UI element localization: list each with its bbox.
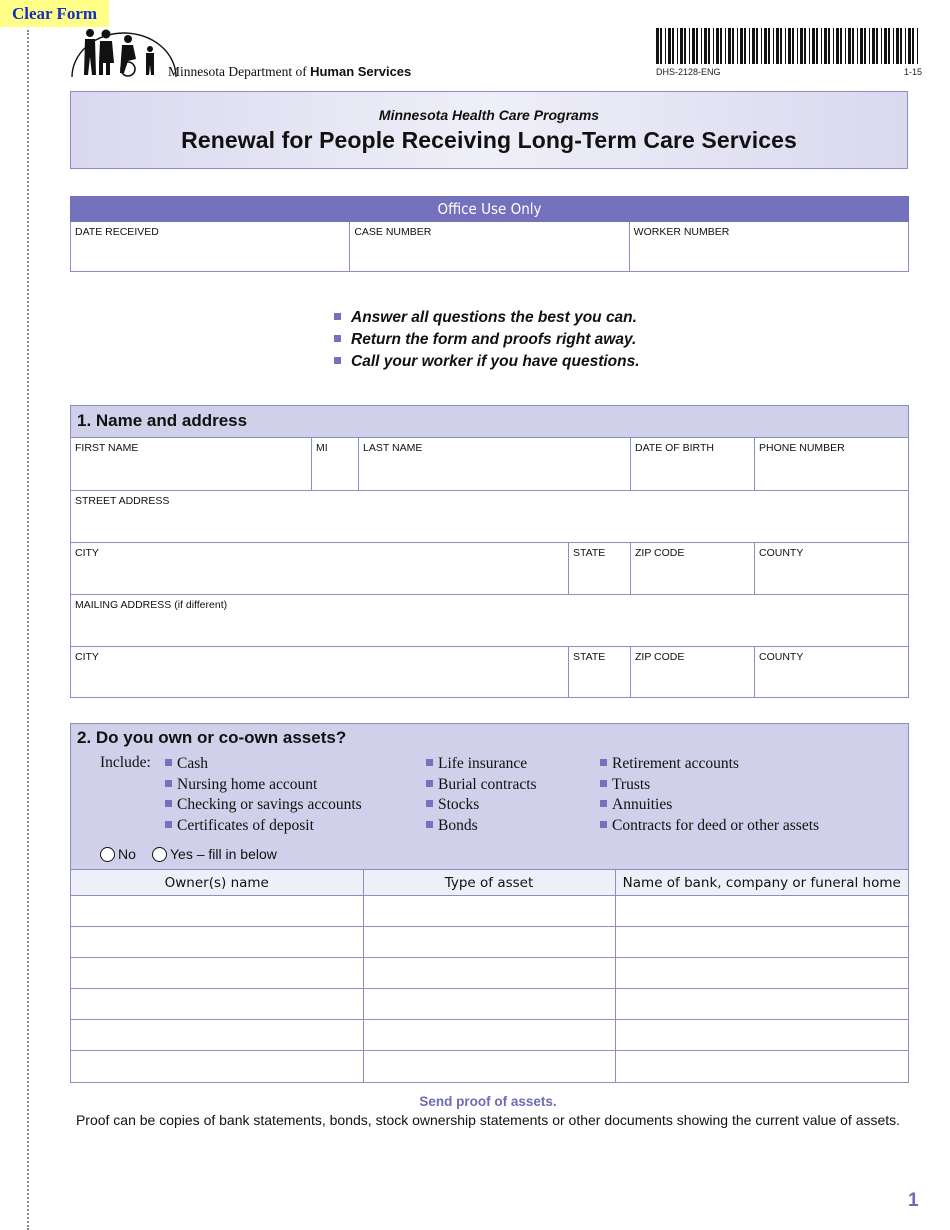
mailing-county-field[interactable]: COUNTY: [754, 647, 908, 697]
square-bullet-icon: [165, 780, 172, 787]
include-label: Include:: [100, 754, 151, 771]
square-bullet-icon: [165, 821, 172, 828]
list-item: Stocks: [426, 795, 537, 816]
mailing-state-field[interactable]: STATE: [568, 647, 630, 697]
institution-name-cell[interactable]: [615, 1020, 908, 1051]
date-received-field[interactable]: DATE RECEIVED: [75, 226, 159, 238]
no-radio[interactable]: [100, 847, 115, 862]
list-item: Annuities: [600, 795, 819, 816]
asset-list-col2: [426, 754, 537, 836]
office-use-heading: Office Use Only: [70, 196, 909, 222]
table-row: [71, 896, 908, 927]
last-name-field[interactable]: LAST NAME: [358, 438, 630, 490]
asset-type-cell[interactable]: [363, 958, 615, 989]
square-bullet-icon: [600, 800, 607, 807]
form-subtitle: Minnesota Health Care Programs: [378, 107, 600, 123]
square-bullet-icon: [426, 821, 433, 828]
institution-name-cell[interactable]: [615, 1051, 908, 1082]
institution-name-header: Name of bank, company or funeral home: [615, 870, 908, 896]
page-number: 1: [908, 1190, 919, 1211]
assets-table: [71, 869, 908, 1082]
square-bullet-icon: [165, 759, 172, 766]
form-title: Renewal for People Receiving Long-Term Care Services: [181, 127, 797, 153]
list-item: Checking or savings accounts: [165, 795, 362, 816]
list-item: Life insurance: [426, 754, 537, 775]
owner-name-cell[interactable]: [71, 1020, 363, 1051]
section-name-address: [70, 405, 909, 698]
square-bullet-icon: [600, 759, 607, 766]
clear-form-button[interactable]: Clear Form: [0, 0, 109, 27]
owner-name-cell[interactable]: [71, 927, 363, 958]
mailing-address-field[interactable]: MAILING ADDRESS (if different): [75, 599, 228, 611]
worker-number-field[interactable]: WORKER NUMBER: [629, 222, 908, 271]
instruction-item: Return the form and proofs right away.: [334, 329, 640, 351]
instruction-item: Call your worker if you have questions.: [334, 351, 640, 373]
list-item: Retirement accounts: [600, 754, 819, 775]
square-bullet-icon: [165, 800, 172, 807]
county-field[interactable]: COUNTY: [754, 543, 908, 594]
assets-no-option[interactable]: No: [100, 846, 136, 862]
table-row: [71, 1051, 908, 1082]
asset-list-col3: [600, 754, 819, 836]
asset-type-cell[interactable]: [363, 896, 615, 927]
institution-name-cell[interactable]: [615, 989, 908, 1020]
table-row: [71, 927, 908, 958]
mailing-city-field[interactable]: CITY: [75, 651, 99, 663]
city-field[interactable]: CITY: [75, 547, 99, 559]
square-bullet-icon: [600, 780, 607, 787]
asset-type-cell[interactable]: [363, 989, 615, 1020]
list-item: Trusts: [600, 775, 819, 796]
square-bullet-icon: [334, 335, 341, 342]
list-item: Nursing home account: [165, 775, 362, 796]
case-number-field[interactable]: CASE NUMBER: [349, 222, 628, 271]
asset-type-cell[interactable]: [363, 927, 615, 958]
yes-radio[interactable]: [152, 847, 167, 862]
owner-name-cell[interactable]: [71, 896, 363, 927]
owner-name-cell[interactable]: [71, 1051, 363, 1082]
asset-type-header: Type of asset: [363, 870, 615, 896]
zip-code-field[interactable]: ZIP CODE: [630, 543, 754, 594]
perforation-line: [27, 30, 29, 1230]
street-address-field[interactable]: STREET ADDRESS: [75, 495, 170, 507]
barcode: [656, 28, 922, 64]
list-item: Burial contracts: [426, 775, 537, 796]
section1-heading: 1. Name and address: [71, 406, 908, 438]
assets-yes-option[interactable]: Yes – fill in below: [152, 846, 277, 862]
form-code: DHS-2128-ENG: [656, 67, 721, 77]
asset-type-cell[interactable]: [363, 1051, 615, 1082]
table-row: [71, 1020, 908, 1051]
date-of-birth-field[interactable]: DATE OF BIRTH: [630, 438, 754, 490]
list-item: Cash: [165, 754, 362, 775]
section-assets: [70, 723, 909, 1083]
section2-heading: 2. Do you own or co-own assets?: [77, 728, 347, 747]
first-name-field[interactable]: FIRST NAME: [75, 442, 139, 454]
owner-name-cell[interactable]: [71, 958, 363, 989]
table-row: [71, 989, 908, 1020]
square-bullet-icon: [334, 357, 341, 364]
state-field[interactable]: STATE: [568, 543, 630, 594]
table-row: [71, 958, 908, 989]
department-name: Minnesota Department of Human Services: [168, 64, 412, 79]
office-use-box: [70, 196, 909, 272]
owner-name-header: Owner(s) name: [71, 870, 363, 896]
proof-title: Send proof of assets.: [419, 1094, 557, 1109]
asset-list-col1: [165, 754, 362, 836]
square-bullet-icon: [426, 800, 433, 807]
institution-name-cell[interactable]: [615, 927, 908, 958]
list-item: Bonds: [426, 816, 537, 837]
square-bullet-icon: [426, 759, 433, 766]
list-item: Contracts for deed or other assets: [600, 816, 819, 837]
title-box: [70, 91, 908, 169]
institution-name-cell[interactable]: [615, 958, 908, 989]
instruction-item: Answer all questions the best you can.: [334, 307, 640, 329]
proof-description: Proof can be copies of bank statements, bonds, stock ownership statements or other documents showing the current value of assets.: [75, 1112, 901, 1128]
square-bullet-icon: [426, 780, 433, 787]
instructions-list: [334, 307, 640, 373]
list-item: Certificates of deposit: [165, 816, 362, 837]
form-revision-date: 1-15: [904, 67, 923, 77]
asset-type-cell[interactable]: [363, 1020, 615, 1051]
square-bullet-icon: [600, 821, 607, 828]
institution-name-cell[interactable]: [615, 896, 908, 927]
phone-number-field[interactable]: PHONE NUMBER: [754, 438, 908, 490]
owner-name-cell[interactable]: [71, 989, 363, 1020]
mailing-zip-code-field[interactable]: ZIP CODE: [630, 647, 754, 697]
square-bullet-icon: [334, 313, 341, 320]
middle-initial-field[interactable]: MI: [311, 438, 358, 490]
dhs-logo: [70, 25, 180, 79]
